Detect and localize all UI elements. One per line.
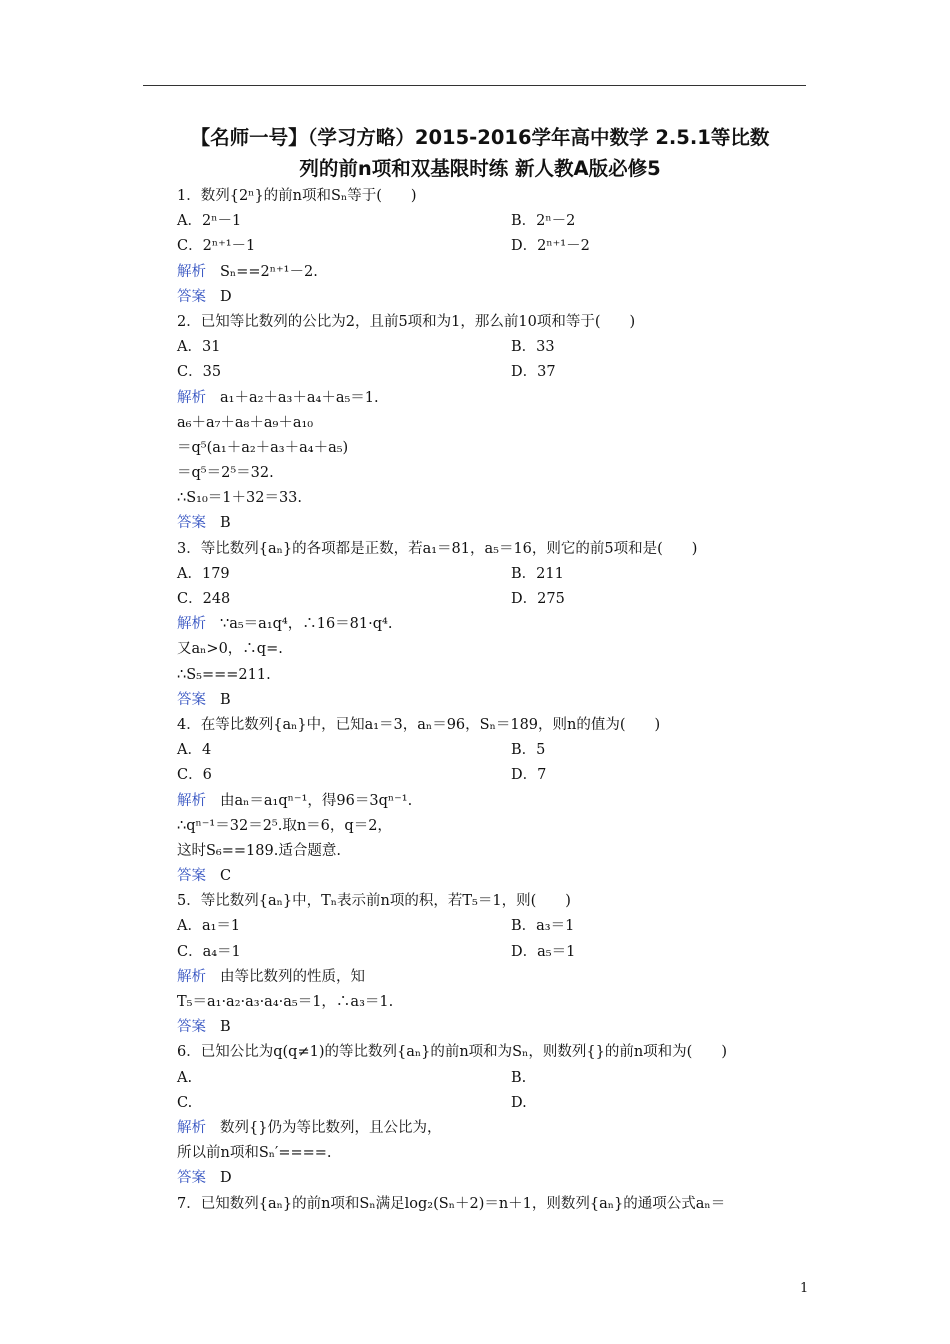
option-a: A．a₁＝1: [177, 918, 241, 935]
question-list: [177, 184, 807, 1217]
title-line-2: 列的前n项和双基限时练 新人教A版必修5: [299, 157, 661, 180]
option-row: [177, 1066, 807, 1091]
option-d: D．275: [511, 591, 565, 607]
option-c: C．35: [177, 364, 222, 381]
analysis-line: ＝q⁵(a₁＋a₂＋a₃＋a₄＋a₅): [177, 439, 349, 456]
answer-value: B: [220, 691, 231, 708]
option-a: A．179: [177, 565, 230, 582]
analysis-label: 解析: [177, 968, 206, 985]
option-c: C．6: [177, 767, 212, 784]
answer-value: D: [220, 1170, 232, 1187]
answer-label: 答案: [177, 1170, 206, 1187]
analysis-label: 解析: [177, 263, 206, 280]
document-title: [150, 122, 810, 184]
option-row: [177, 1091, 807, 1116]
option-d: D．a₅＝1: [511, 943, 576, 960]
option-b: B．33: [511, 339, 555, 356]
option-a: A.: [177, 1069, 193, 1086]
answer-line: [177, 1166, 807, 1191]
option-row: [177, 940, 807, 965]
option-d: D．7: [511, 767, 547, 784]
option-d: D．2ⁿ⁺¹－2: [511, 238, 590, 255]
answer-line: [177, 864, 807, 889]
analysis-text: 由等比数列的性质，知: [220, 968, 365, 985]
answer-label: 答案: [177, 288, 206, 305]
analysis-line: 所以前n项和Sₙ′====.: [177, 1145, 332, 1162]
question-stem: 4．在等比数列{aₙ}中，已知a₁＝3，aₙ＝96，Sₙ＝189，则n的值为( ): [177, 716, 661, 733]
analysis-text: ∵a₅＝a₁q⁴，∴16＝81·q⁴.: [220, 616, 393, 633]
option-row: [177, 234, 807, 259]
option-row: [177, 360, 807, 385]
answer-value: B: [220, 515, 231, 532]
analysis-label: 解析: [177, 792, 206, 809]
question-stem: 3．等比数列{aₙ}的各项都是正数，若a₁＝81，a₅＝16，则它的前5项和是( ): [177, 540, 698, 557]
answer-label: 答案: [177, 1019, 206, 1036]
analysis-label: 解析: [177, 1119, 206, 1136]
analysis-line: 又aₙ>0，∴q=.: [177, 641, 283, 658]
page-number: 1: [800, 1281, 809, 1296]
answer-label: 答案: [177, 868, 206, 885]
option-row: [177, 335, 807, 360]
analysis-text: Sₙ==2ⁿ⁺¹－2.: [220, 263, 318, 280]
analysis-label: 解析: [177, 389, 206, 406]
option-row: [177, 587, 807, 612]
analysis-line: [177, 260, 807, 285]
question-stem: 5．等比数列{aₙ}中，Tₙ表示前n项的积，若T₅＝1，则( ): [177, 893, 571, 910]
option-b: B.: [511, 1069, 527, 1086]
option-b: B．5: [511, 742, 546, 759]
answer-label: 答案: [177, 515, 206, 532]
option-c: C．248: [177, 591, 231, 607]
answer-value: C: [220, 868, 232, 885]
option-d: D.: [511, 1094, 527, 1111]
option-b: B．a₃＝1: [511, 918, 575, 935]
option-c: C．2ⁿ⁺¹－1: [177, 238, 256, 255]
question-stem: 2．已知等比数列的公比为2，且前5项和为1，那么前10项和等于( ): [177, 313, 636, 330]
option-b: B．2ⁿ－2: [511, 213, 576, 230]
analysis-text: a₁＋a₂＋a₃＋a₄＋a₅＝1.: [220, 389, 379, 406]
option-a: A．31: [177, 339, 221, 356]
option-row: [177, 209, 807, 234]
analysis-line: [177, 386, 807, 411]
answer-label: 答案: [177, 691, 206, 708]
question-stem: 7．已知数列{aₙ}的前n项和Sₙ满足log₂(Sₙ＋2)＝n＋1，则数列{aₙ}的通项公式aₙ＝: [177, 1195, 726, 1212]
analysis-line: a₆＋a₇＋a₈＋a₉＋a₁₀: [177, 414, 314, 431]
option-row: [177, 914, 807, 939]
option-row: [177, 738, 807, 763]
question-stem: 1．数列{2ⁿ}的前n项和Sₙ等于( ): [177, 188, 417, 204]
answer-line: [177, 285, 807, 310]
analysis-line: [177, 965, 807, 990]
option-row: [177, 562, 807, 587]
analysis-text: 由aₙ＝a₁qⁿ⁻¹，得96＝3qⁿ⁻¹.: [220, 792, 413, 809]
analysis-line: [177, 1116, 807, 1141]
option-b: B．211: [511, 565, 564, 582]
question-stem: 6．已知公比为q(q≠1)的等比数列{aₙ}的前n项和为Sₙ，则数列{}的前n项和为( ): [177, 1044, 727, 1061]
title-line-1: 【名师一号】（学习方略）2015-2016学年高中数学 2.5.1等比数: [190, 126, 770, 149]
option-a: A．2ⁿ－1: [177, 213, 242, 230]
option-c: C．a₄＝1: [177, 943, 241, 960]
analysis-line: ∴qⁿ⁻¹＝32＝2⁵.取n＝6，q＝2，: [177, 817, 392, 834]
analysis-line: ∴S₅===211.: [177, 666, 271, 683]
option-row: [177, 763, 807, 788]
analysis-line: [177, 612, 807, 637]
option-c: C.: [177, 1094, 193, 1111]
analysis-line: ∴S₁₀＝1＋32＝33.: [177, 490, 303, 507]
answer-line: [177, 1015, 807, 1040]
analysis-line: [177, 789, 807, 814]
answer-line: [177, 688, 807, 713]
answer-line: [177, 511, 807, 536]
answer-value: D: [220, 288, 232, 305]
analysis-line: 这时S₆==189.适合题意.: [177, 842, 341, 859]
header-rule: [143, 85, 806, 86]
option-d: D．37: [511, 364, 556, 381]
analysis-line: T₅＝a₁·a₂·a₃·a₄·a₅＝1，∴a₃＝1.: [177, 994, 394, 1010]
option-a: A．4: [177, 742, 212, 759]
analysis-text: 数列{}仍为等比数列，且公比为，: [220, 1119, 442, 1136]
answer-value: B: [220, 1019, 231, 1036]
analysis-label: 解析: [177, 616, 206, 633]
analysis-line: ＝q⁵＝2⁵＝32.: [177, 465, 274, 482]
